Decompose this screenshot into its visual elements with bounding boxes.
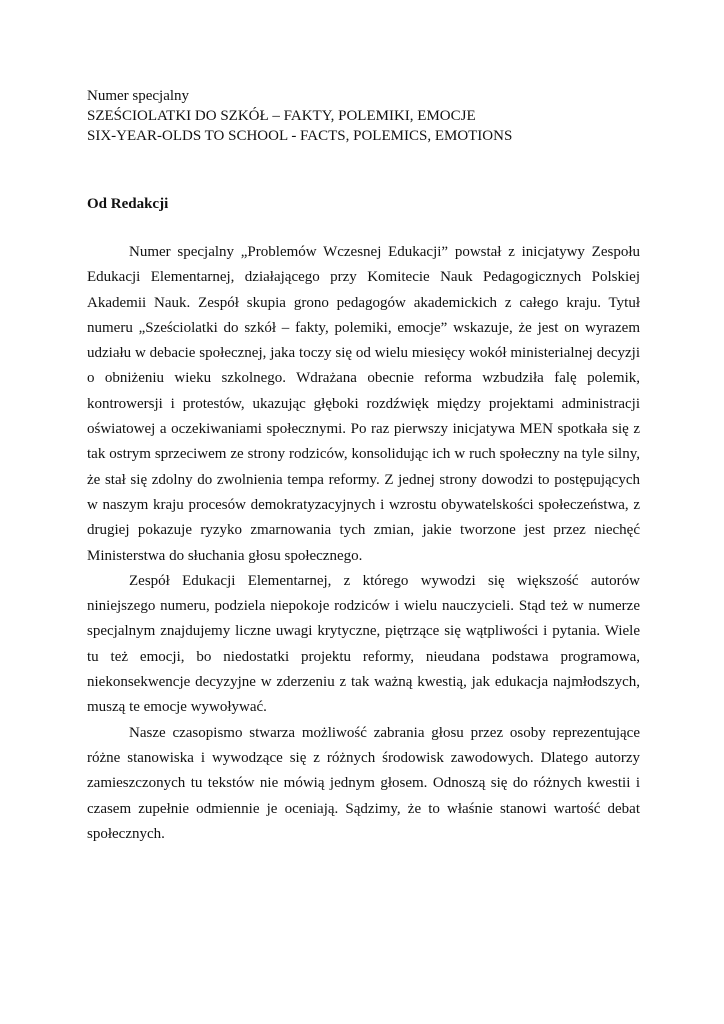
issue-header <box>87 86 647 146</box>
issue-label: Numer specjalny <box>87 88 190 104</box>
issue-title-polish: SZEŚCIOLATKI DO SZKÓŁ – FAKTY, POLEMIKI, EMOCJE <box>87 108 476 124</box>
editorial-body <box>87 240 640 847</box>
paragraph-3: Nasze czasopismo stwarza możliwość zabrania głosu przez osoby reprezentujące różne stanowiska i wywodzące się z różnych środowisk zawodowych. Dlatego autorzy zamieszczonych tu tekstów nie mówią jednym głosem. Odnoszą się do różnych kwestii i czasem zupełnie odmiennie je oceniają. Sądzimy, że to właśnie stanowi wartość debat społecznych. <box>87 724 640 842</box>
section-heading: Od Redakcji <box>87 196 169 212</box>
issue-title-english: SIX-YEAR-OLDS TO SCHOOL - FACTS, POLEMICS, EMOTIONS <box>87 128 513 144</box>
paragraph-2: Zespół Edukacji Elementarnej, z którego wywodzi się większość autorów niniejszego numeru, podziela niepokoje rodziców i wielu nauczycieli. Stąd też w numerze specjalnym znajdujemy liczne uwagi krytyczne, piętrzące się wątpliwości i pytania. Wiele tu też emocji, bo niedostatki projektu reformy, nieudana podstawa programowa, niekonsekwencje decyzyjne w zderzeniu z tak ważną kwestią, jak edukacja najmłodszych, muszą te emocje wywoływać. <box>87 572 640 716</box>
paragraph-1: Numer specjalny „Problemów Wczesnej Edukacji” powstał z inicjatywy Zespołu Edukacji Elementarnej, działającego przy Komitecie Nauk Pedagogicznych Polskiej Akademii Nauk. Zespół skupia grono pedagogów akademickich z całego kraju. Tytuł numeru „Sześciolatki do szkół – fakty, polemiki, emocje” wskazuje, że jest on wyrazem udziału w debacie społecznej, jaka toczy się od wielu miesięcy wokół ministerialnej decyzji o obniżeniu wieku szkolnego. Wdrażana obecnie reforma wzbudziła falę polemik, kontrowersji i protestów, ukazując głęboki rozdźwięk między projektami administracji oświatowej a oczekiwaniami społecznymi. Po raz pierwszy inicjatywa MEN spotkała się z tak ostrym sprzeciwem ze strony rodziców, konsolidując ich w ruch społeczny na tyle silny, że stał się zdolny do zwolnienia tempa reformy. Z jednej strony dowodzi to postępujących w naszym kraju procesów demokratyzacyjnych i wzrostu obywatelskości społeczeństwa, z drugiej pokazuje ryzyko zmarnowania tych zmian, jakie tworzone jest przez niechęć Ministerstwa do słuchania głosu społecznego. <box>87 244 640 564</box>
